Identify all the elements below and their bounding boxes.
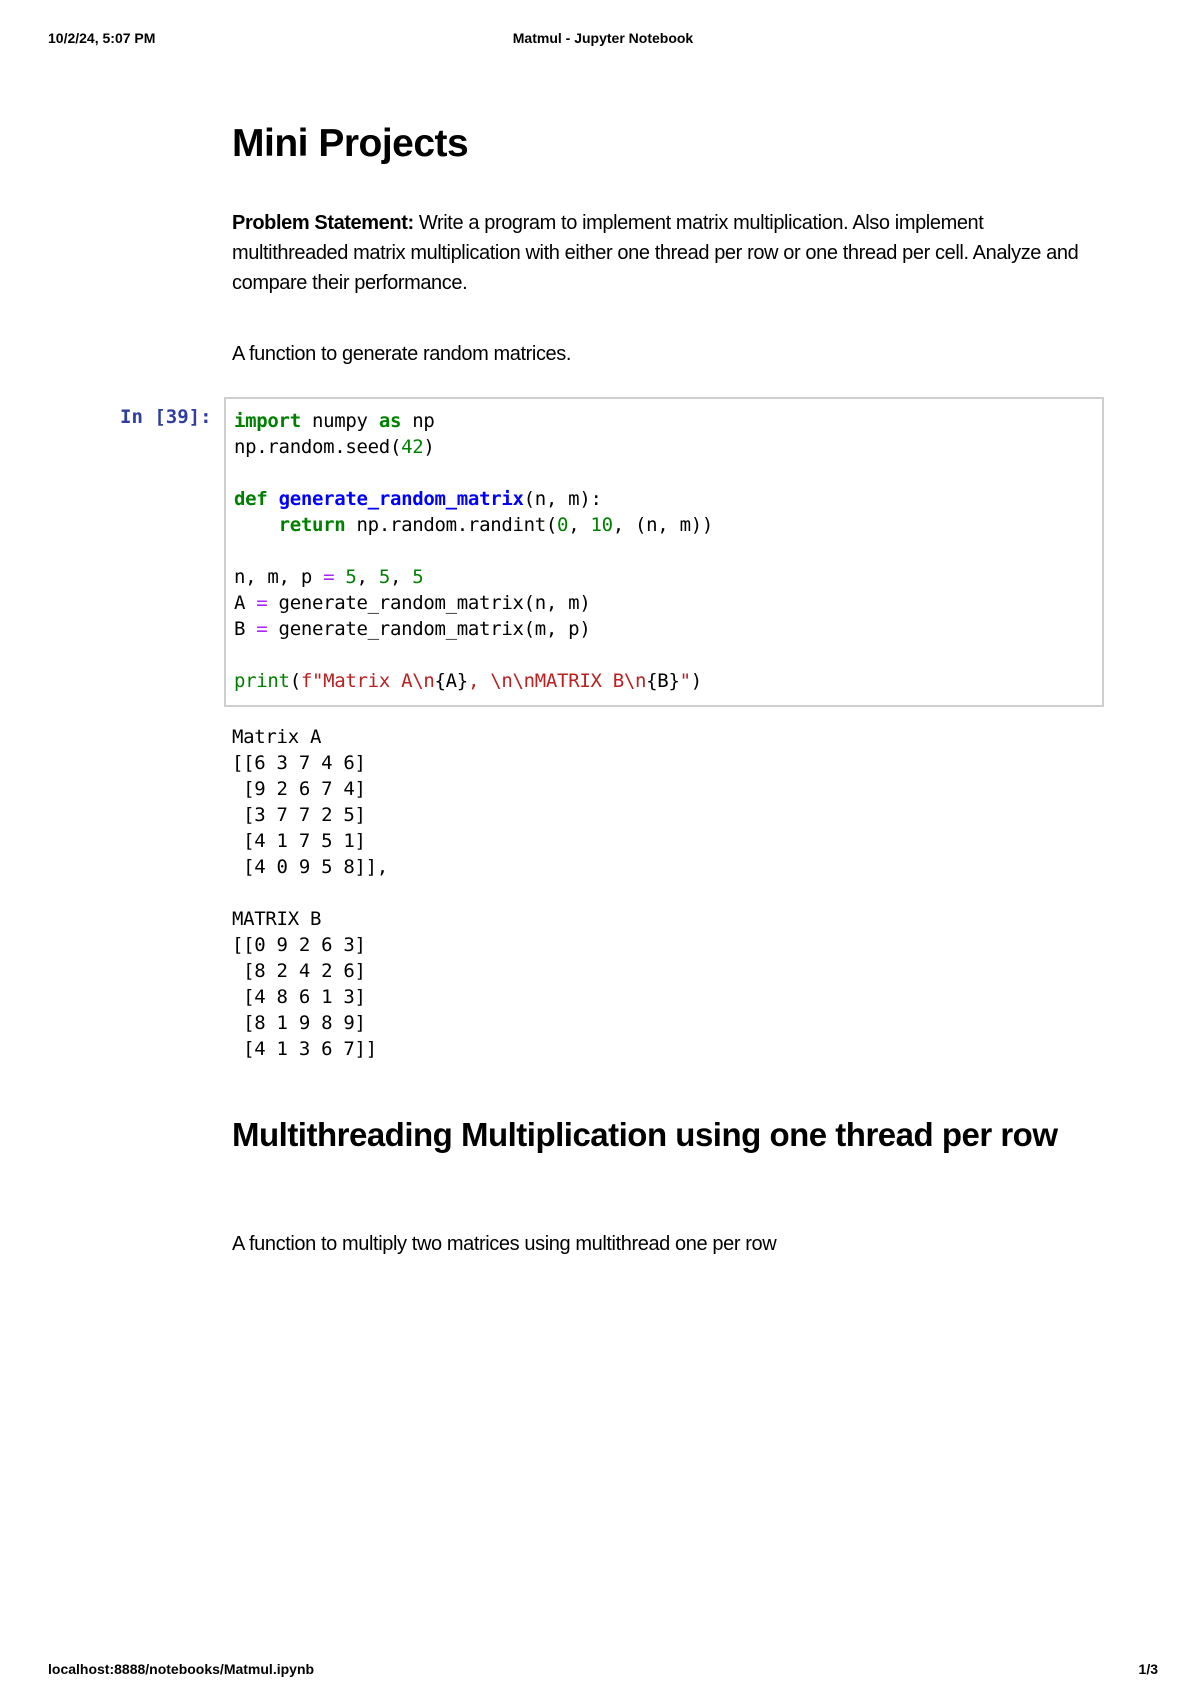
heading-multithreading-row: Multithreading Multiplication using one thread per row bbox=[232, 1116, 1058, 1153]
print-header bbox=[48, 30, 1158, 50]
problem-statement bbox=[232, 208, 1092, 298]
print-page-number: 1/3 bbox=[1138, 1661, 1158, 1677]
print-page-title: Matmul - Jupyter Notebook bbox=[512, 30, 694, 46]
output-text: Matrix A [[6 3 7 4 6] [9 2 6 7 4] [3 7 7 2 5] [4 1 7 5 1] [4 0 9 5 8]], MATRIX B [[0 9 2 6 3] [8 2 4 2 6] [4 8 6 1 3] [8 1 9 8 9] [4 1 3 6 7]] bbox=[232, 726, 388, 1060]
print-url: localhost:8888/notebooks/Matmul.ipynb bbox=[48, 1661, 315, 1677]
code-source[interactable]: import numpy as np np.random.seed(42) def generate_random_matrix(n, m): return np.random.randint(0, 10, (n, m)) n, m, p = 5, 5, 5 A = generate_random_matrix(n, m) B = generate_random_matrix(m, p) print(f"Matrix A\n{A}, \n\nMATRIX B\n{B}") bbox=[234, 410, 714, 692]
cell-prompt: In [39]: bbox=[120, 406, 212, 428]
md-generate-random: A function to generate random matrices. bbox=[232, 343, 572, 365]
code-cell-editor[interactable] bbox=[224, 397, 1104, 707]
print-footer bbox=[48, 1661, 1158, 1681]
md-multiply-row: A function to multiply two matrices using multithread one per row bbox=[232, 1233, 777, 1255]
heading-mini-projects: Mini Projects bbox=[232, 122, 469, 165]
problem-statement-label: Problem Statement: bbox=[232, 212, 414, 234]
problem-statement-text: Write a program to implement matrix multiplication. Also implement multithreaded matrix multiplication with either one thread per row or one thread per cell. Analyze and compare their performance. bbox=[232, 212, 1079, 294]
print-datetime: 10/2/24, 5:07 PM bbox=[48, 30, 156, 46]
